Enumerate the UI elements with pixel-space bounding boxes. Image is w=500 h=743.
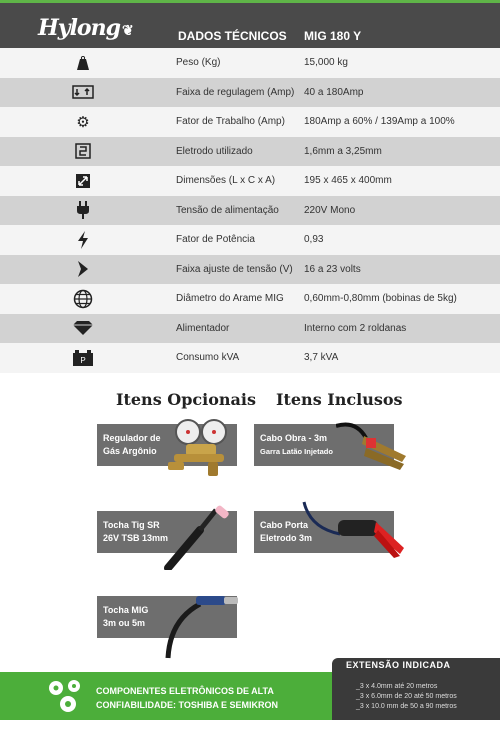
spec-label: Faixa ajuste de tensão (V)	[176, 263, 293, 275]
globe-icon	[72, 289, 94, 309]
item-line: Gás Argônio	[103, 446, 157, 456]
spec-label: Consumo kVA	[176, 352, 240, 364]
spec-value: 16 a 23 volts	[304, 263, 361, 275]
weight-icon	[72, 53, 94, 73]
svg-text:P: P	[80, 355, 86, 365]
spec-value: 195 x 465 x 400mm	[304, 175, 392, 187]
spec-row	[0, 225, 500, 255]
footer-line: COMPONENTES ELETRÔNICOS DE ALTA	[96, 686, 274, 696]
tig-torch-image	[160, 500, 240, 570]
spec-row	[0, 78, 500, 108]
model-title: MIG 180 Y	[304, 29, 362, 43]
spec-value: 1,6mm a 3,25mm	[304, 145, 382, 157]
extension-line: _3 x 4.0mm até 20 metros	[356, 683, 438, 690]
brand-logo: Hylong ❦	[38, 15, 133, 41]
spec-row	[0, 343, 500, 373]
voltage-range-icon	[72, 259, 94, 279]
item-line: Garra Latão Injetado	[260, 447, 333, 456]
extension-title: EXTENSÃO INDICADA	[346, 660, 451, 670]
item-line: Eletrodo 3m	[260, 533, 313, 543]
spec-value: Interno com 2 roldanas	[304, 322, 407, 334]
spec-row	[0, 107, 500, 137]
item-line: Tocha Tig SR	[103, 520, 160, 530]
gas-regulator-image	[160, 410, 240, 480]
header-bar	[0, 0, 500, 48]
plug-icon	[72, 200, 94, 220]
specs-table	[0, 48, 500, 373]
spec-label: Alimentador	[176, 322, 230, 334]
lightning-icon	[72, 230, 94, 250]
spec-value: 220V Mono	[304, 204, 356, 216]
footer-line: CONFIABILIDADE: TOSHIBA E SEMIKRON	[96, 700, 279, 710]
item-line: 3m ou 5m	[103, 618, 146, 628]
spec-row	[0, 137, 500, 167]
item-line: 26V TSB 13mm	[103, 533, 169, 543]
mig-torch-image	[160, 590, 240, 660]
regulation-icon	[72, 82, 94, 102]
optional-items-title: Itens Opcionais	[116, 390, 256, 409]
diamond-icon	[72, 318, 94, 338]
spec-row	[0, 314, 500, 344]
leaf-icon: ❦	[121, 23, 133, 39]
spec-label: Tensão de alimentação	[176, 204, 279, 216]
spec-row	[0, 255, 500, 285]
electrode-icon	[72, 141, 94, 161]
spec-row	[0, 48, 500, 78]
spec-row	[0, 284, 500, 314]
included-items-title: Itens Inclusos	[276, 390, 403, 409]
spec-value: 180Amp a 60% / 139Amp a 100%	[304, 116, 455, 128]
extension-line: _3 x 6.0mm de 20 até 50 metros	[356, 693, 457, 700]
spec-value: 15,000 kg	[304, 57, 348, 69]
gear-icon: ⚙	[76, 113, 90, 131]
dimensions-icon	[72, 171, 94, 191]
item-line: Regulador de	[103, 433, 161, 443]
electrode-holder-image	[300, 498, 410, 563]
spec-label: Faixa de regulagem (Amp)	[176, 86, 295, 98]
spec-value: 3,7 kVA	[304, 352, 339, 364]
spec-row	[0, 166, 500, 196]
item-line: Tocha MIG	[103, 605, 149, 615]
spec-label: Eletrodo utilizado	[176, 145, 253, 157]
spec-label: Peso (Kg)	[176, 57, 221, 69]
power-kva-icon	[72, 348, 94, 368]
spec-value: 40 a 180Amp	[304, 86, 364, 98]
spec-label: Diâmetro do Arame MIG	[176, 293, 284, 305]
specs-title: DADOS TÉCNICOS	[178, 29, 287, 43]
extension-line: _3 x 10.0 mm de 50 a 90 metros	[356, 703, 457, 710]
item-line: Cabo Obra - 3m	[260, 433, 328, 443]
ground-clamp-image	[336, 418, 416, 473]
spec-label: Fator de Trabalho (Amp)	[176, 116, 285, 128]
gears-icon	[44, 676, 88, 716]
spec-value: 0,60mm-0,80mm (bobinas de 5kg)	[304, 293, 457, 305]
spec-value: 0,93	[304, 234, 324, 246]
item-line: Cabo Porta	[260, 520, 309, 530]
spec-row	[0, 196, 500, 226]
spec-label: Dimensões (L x C x A)	[176, 175, 276, 187]
spec-label: Fator de Potência	[176, 234, 255, 246]
